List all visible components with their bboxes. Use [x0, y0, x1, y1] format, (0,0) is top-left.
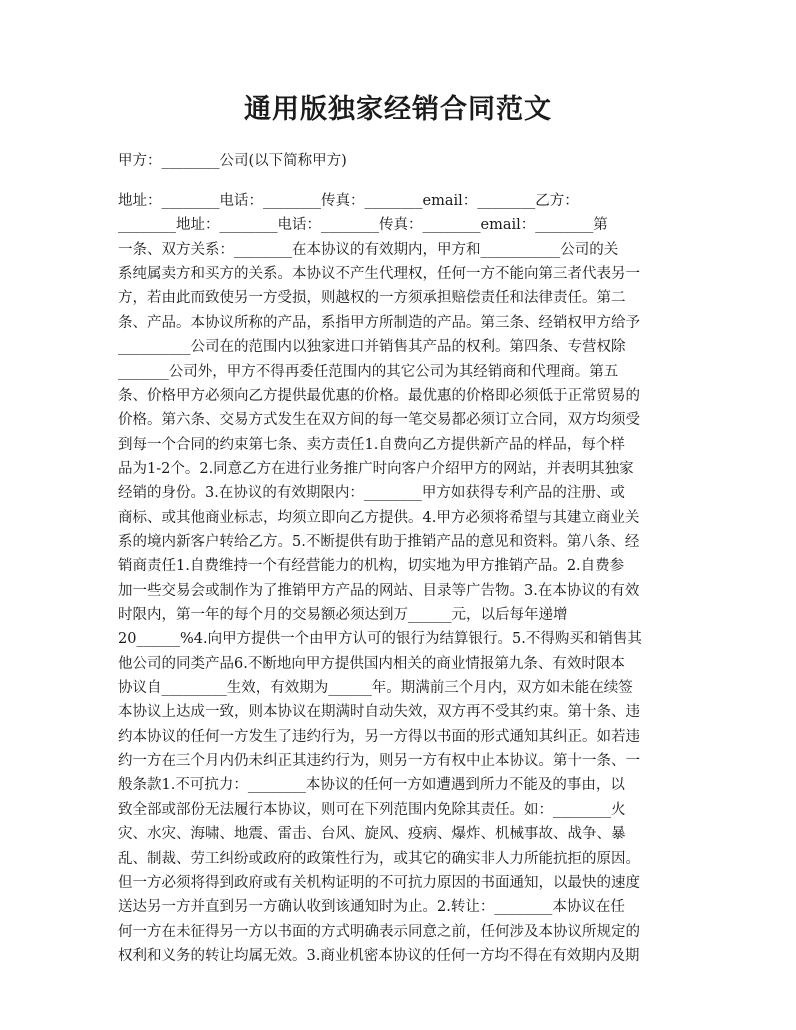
body-text-line: 送达另一方并直到另一方确认收到该通知时为止。2.转让：________本协议在任	[118, 899, 625, 916]
body-text-line: 他公司的同类产品6.不断地向甲方提供国内相关的商业情报第九条、有效时限本	[118, 655, 625, 672]
body-text-line: 地址：________电话：________传真：________email：________乙方：	[118, 193, 579, 209]
body-text-line: 灾、水灾、海啸、地震、雷击、台风、旋风、疫病、爆炸、机械事故、战争、暴	[118, 826, 626, 843]
body-text-line: 乱、制裁、劳工纠纷或政府的政策性行为，或其它的确实非人力所能抗拒的原因。	[118, 850, 640, 867]
body-text-line: 方，若由此而致使另一方受损，则越权的一方须承担赔偿责任和法律责任。第二	[118, 290, 626, 307]
document-title: 通用版独家经销合同范文	[244, 94, 552, 125]
party-a-line: 甲方：________公司(以下简称甲方)	[118, 153, 347, 169]
body-text-line: 价格。第六条、交易方式发生在双方间的每一笔交易都必须订立合同，双方均须受	[118, 412, 640, 429]
body-text-line: 约本协议的任何一方发生了违约行为，另一方得以书面的形式通知其纠正。如若违	[118, 728, 640, 745]
body-text-line: 品为1-2个。2.同意乙方在进行业务推广时向客户介绍甲方的网站，并表明其独家	[118, 460, 634, 477]
body-text-line: ________地址：________电话：________传真：________email：________第	[118, 217, 608, 234]
body-text-line: 商标、或其他商业标志，均须立即向乙方提供。4.甲方必须将希望与其建立商业关	[118, 509, 640, 526]
body-text-line: 经销的身份。3.在协议的有效期限内：________甲方如获得专利产品的注册、或	[118, 485, 625, 502]
body-text-line: _______公司外，甲方不得再委任范围内的其它公司为其经销商和代理商。第五	[118, 363, 619, 380]
body-text-line: 加一些交易会或制作为了推销甲方产品的网站、目录等广告物。3.在本协议的有效	[118, 582, 640, 599]
body-text-line: 但一方必须将得到政府或有关机构证明的不可抗力原因的书面通知，以最快的速度	[118, 874, 640, 891]
body-text-line: 系纯属卖方和买方的关系。本协议不产生代理权，任何一方不能向第三者代表另一	[118, 266, 640, 283]
body-text-line: 何一方在未征得另一方以书面的方式明确表示同意之前，任何涉及本协议所规定的	[118, 923, 640, 940]
body-text-line: 协议自_________生效，有效期为______年。期满前三个月内，双方如未能在续签	[118, 680, 633, 696]
body-text-line: 销商责任1.自费维持一个有经营能力的机构，切实地为甲方推销产品。2.自费参	[118, 558, 625, 575]
body-text-line: 约一方在三个月内仍未纠正其违约行为，则另一方有权中止本协议。第十一条、一	[118, 753, 640, 770]
body-text-line: 一条、双方关系：________在本协议的有效期内，甲方和___________公司的关	[118, 241, 619, 258]
body-text-line: 致全部或部份无法履行本协议，则可在下列范围内免除其责任。如：________火	[118, 801, 626, 818]
body-text-line: 般条款1.不可抗力：________本协议的任何一方如遭遇到所力不能及的事由，以	[118, 777, 625, 794]
body-text-line: 本协议上达成一致，则本协议在期满时自动失效，双方再不受其约束。第十条、违	[118, 704, 640, 721]
body-text-line: 系的境内新客户转给乙方。5.不断提供有助于推销产品的意见和资料。第八条、经	[118, 533, 640, 550]
body-text-line: 条、价格甲方必须向乙方提供最优惠的价格。最优惠的价格即必须低于正常贸易的	[118, 387, 640, 404]
body-text-line: 到每一个合同的约束第七条、卖方责任1.自费向乙方提供新产品的样品，每个样	[118, 436, 625, 453]
body-text-line: 权利和义务的转让均属无效。3.商业机密本协议的任何一方均不得在有效期内及期	[118, 947, 640, 964]
body-text-line: __________公司在的范围内以独家进口并销售其产品的权利。第四条、专营权除	[118, 339, 626, 356]
body-text-line: 20______%4.向甲方提供一个由甲方认可的银行为结算银行。5.不得购买和销售其	[118, 631, 642, 648]
body-text-line: 时限内，第一年的每个月的交易额必须达到万______元，以后每年递增	[118, 607, 568, 623]
body-text-line: 条、产品。本协议所称的产品，系指甲方所制造的产品。第三条、经销权甲方给予	[118, 314, 640, 331]
